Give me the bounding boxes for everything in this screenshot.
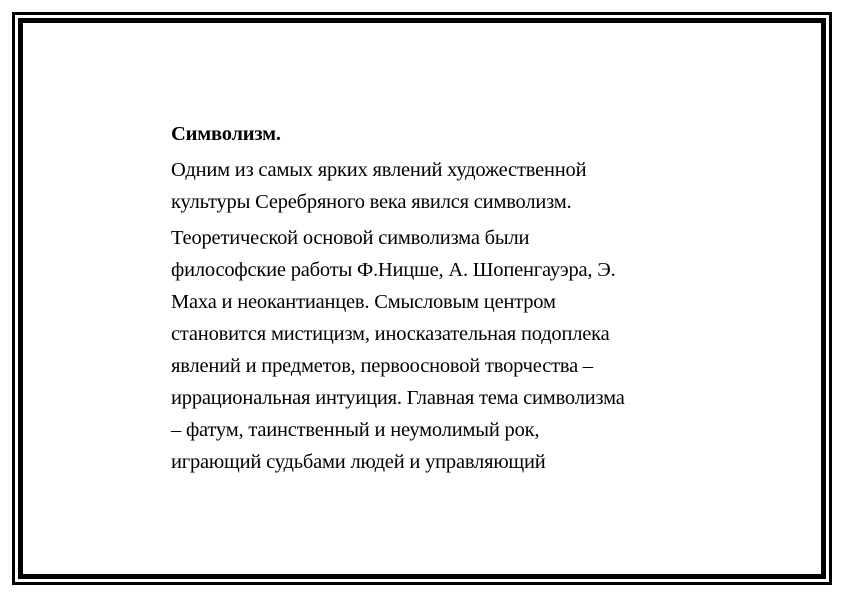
- text-line: становится мистицизм, иносказательная подоплека: [171, 323, 610, 345]
- text-line: Теоретической основой символизма были: [171, 227, 530, 249]
- text-line: Маха и неокантианцев. Смысловым центром: [171, 291, 556, 313]
- text-line: философские работы Ф.Ницше, А. Шопенгауэра, Э.: [171, 259, 616, 281]
- paragraph-theory: [171, 222, 731, 478]
- slide-content: [171, 118, 731, 482]
- text-line: культуры Серебряного века явился символизм.: [171, 191, 572, 213]
- text-line: играющий судьбами людей и управляющий: [171, 451, 546, 473]
- paragraph-intro: [171, 154, 731, 218]
- text-line: Одним из самых ярких явлений художественной: [171, 159, 587, 181]
- text-line: иррациональная интуиция. Главная тема символизма: [171, 387, 625, 409]
- text-line: – фатум, таинственный и неумолимый рок,: [171, 419, 540, 441]
- text-line: явлений и предметов, первоосновой творчества –: [171, 355, 593, 377]
- slide-title: Символизм.: [171, 123, 281, 145]
